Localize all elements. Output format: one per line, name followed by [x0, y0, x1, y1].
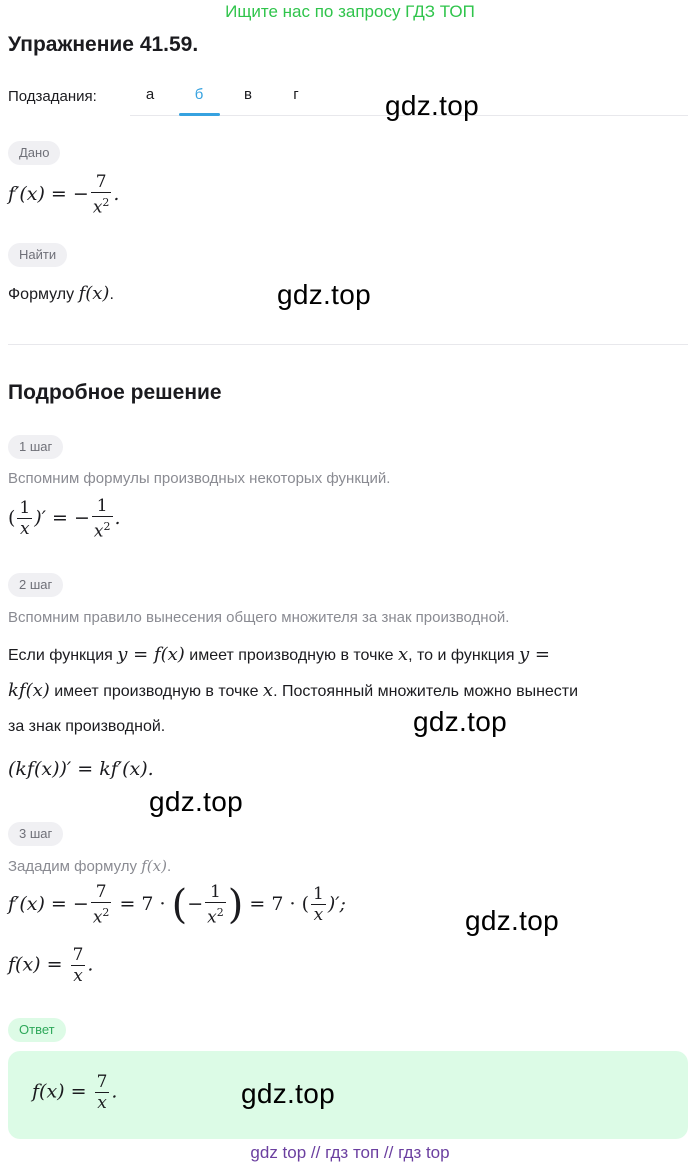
footer-links[interactable]: gdz top // гдз топ // гдз top — [250, 1143, 450, 1162]
step-3-formula-2: f(x) = $\frac{7}{x}$ . — [8, 945, 94, 986]
given-chip: Дано — [8, 141, 60, 165]
step-2-rule: Если функция y = f(x) имеет производную в точке x, то и функция y = kf(x) имеет производную в точке x. Постоянный множитель можно вынести за знак производной. — [8, 644, 579, 735]
given-formula: f′(x) = − $\frac{7}{x^2}$ . — [8, 172, 120, 218]
subtasks-label: Подзадания: — [8, 88, 97, 105]
step-1-hint: Вспомним формулы производных некоторых функций. — [8, 470, 391, 487]
watermark: gdz.top — [149, 786, 243, 817]
search-banner: Ищите нас по запросу ГДЗ ТОП — [225, 2, 475, 21]
step-2-chip: 2 шаг — [8, 573, 63, 597]
active-tab-indicator — [179, 113, 220, 116]
step-1-chip: 1 шаг — [8, 435, 63, 459]
watermark: gdz.top — [277, 279, 371, 310]
tab-g[interactable]: г — [293, 86, 299, 103]
step-3-formula-1: f′(x) = − $\frac{7}{x^2}$ = 7 · (− $\frac{1}{x^2}$ ) = 7 · ( $\frac{1}{x}$ )′; — [8, 881, 346, 928]
find-text: Формулу f(x). — [8, 283, 114, 304]
page-title: Упражнение 41.59. — [8, 33, 199, 56]
solution-title: Подробное решение — [8, 381, 222, 404]
tab-b[interactable]: б — [194, 86, 204, 103]
answer-chip: Ответ — [8, 1018, 66, 1042]
answer-formula: f(x) = $\frac{7}{x}$ . — [32, 1072, 118, 1113]
watermark: gdz.top — [465, 905, 559, 936]
step-3-chip: 3 шаг — [8, 822, 63, 846]
step-2-formula: (kf(x))′ = kf′(x). — [8, 758, 154, 780]
step-2-hint: Вспомним правило вынесения общего множителя за знак производной. — [8, 609, 510, 626]
tab-v[interactable]: в — [244, 86, 252, 103]
watermark: gdz.top — [241, 1078, 335, 1109]
step-1-formula: ( $\frac{1}{x}$ )′ = − $\frac{1}{x^2}$ . — [8, 496, 121, 542]
section-divider — [8, 344, 688, 345]
watermark: gdz.top — [413, 706, 507, 737]
step-3-hint: Зададим формулу f(x). — [8, 857, 172, 875]
find-chip: Найти — [8, 243, 67, 267]
tab-a[interactable]: а — [145, 86, 155, 103]
watermark: gdz.top — [385, 90, 479, 121]
